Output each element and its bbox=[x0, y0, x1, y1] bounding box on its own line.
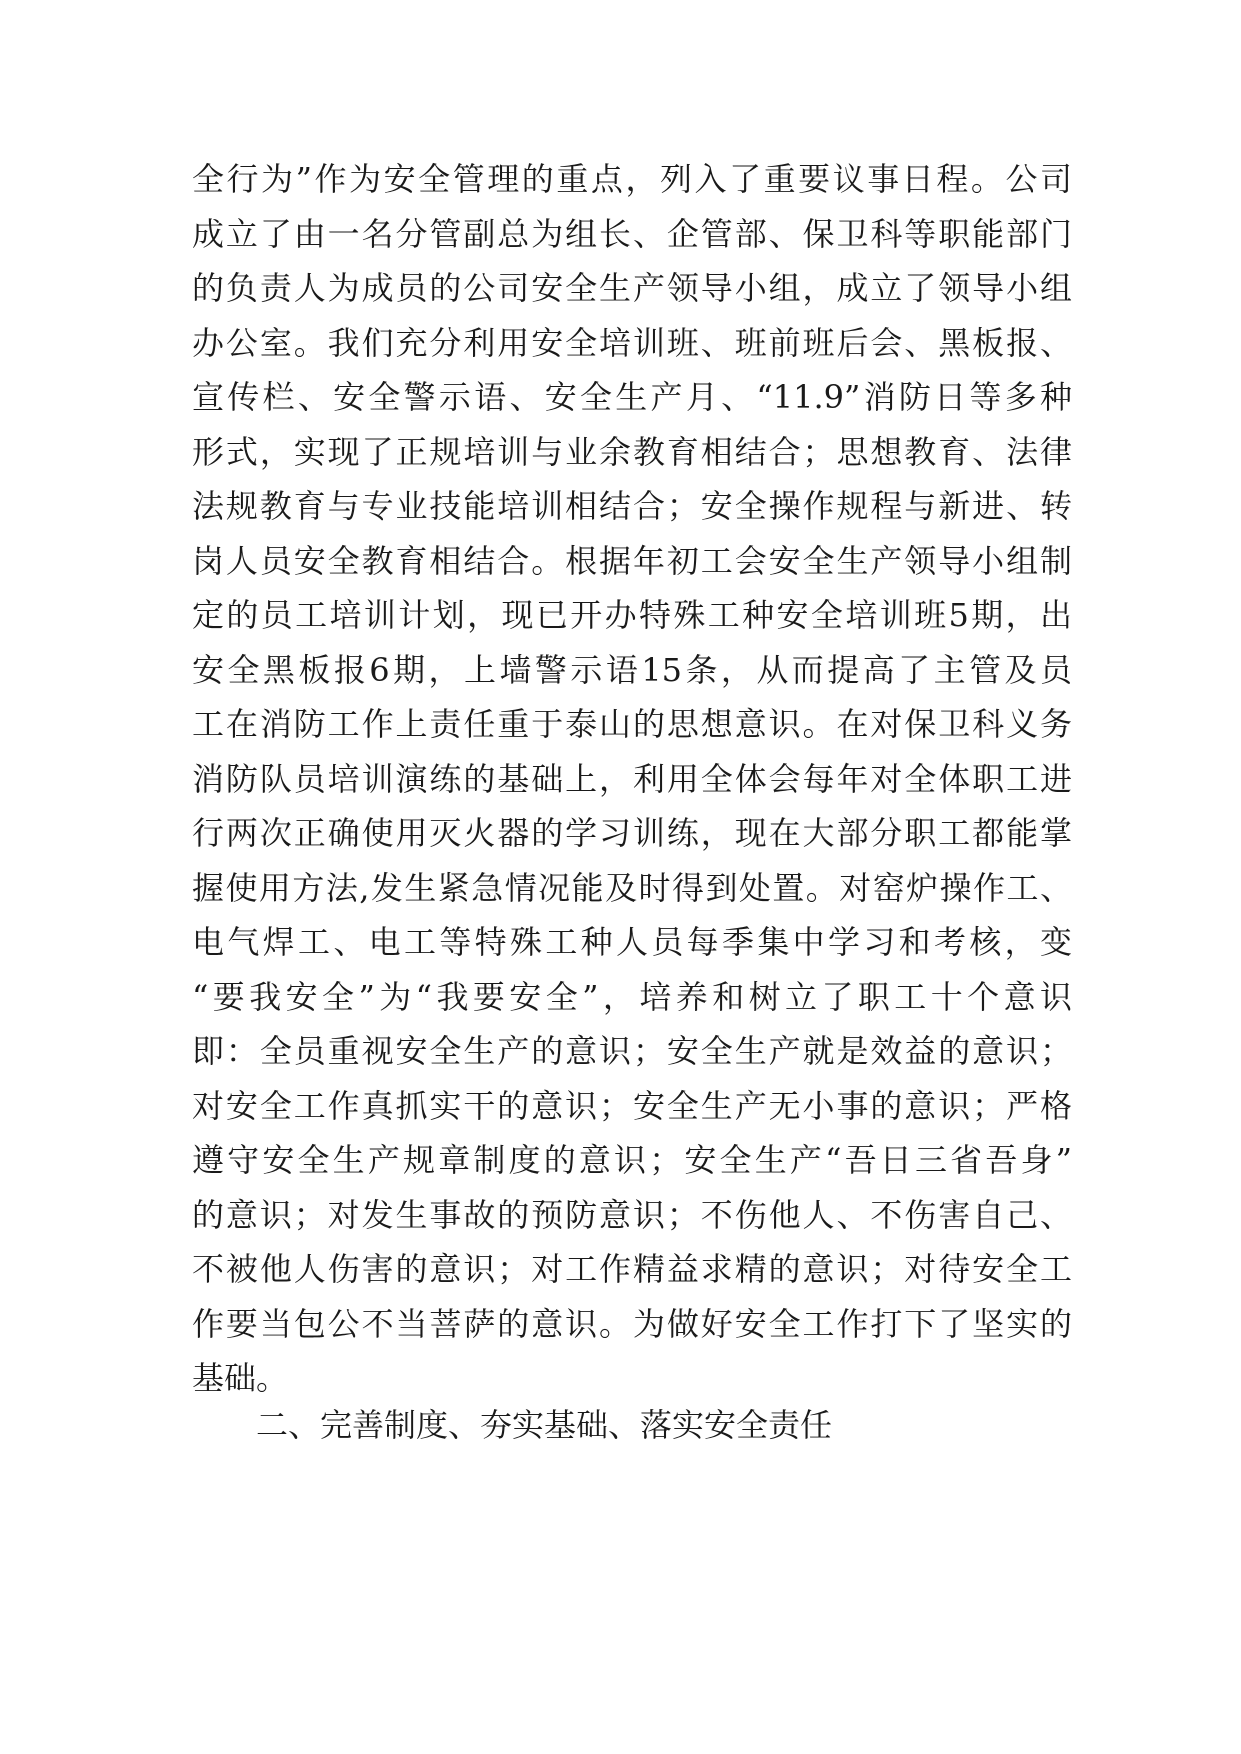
text-line: 的负责人为成员的公司安全生产领导小组，成立了领导小组 bbox=[192, 269, 1072, 307]
text-line: 行两次正确使用灭火器的学习训练，现在大部分职工都能掌 bbox=[192, 814, 1072, 852]
text-line: 即：全员重视安全生产的意识；安全生产就是效益的意识； bbox=[192, 1032, 1072, 1070]
text-line: 握使用方法,发生紧急情况能及时得到处置。对窑炉操作工、 bbox=[192, 868, 1072, 907]
text-line: 电气焊工、电工等特殊工种人员每季集中学习和考核，变 bbox=[192, 923, 1072, 961]
body-paragraph bbox=[192, 152, 1072, 1406]
text-line: 法规教育与专业技能培训相结合；安全操作规程与新进、转 bbox=[192, 487, 1072, 525]
text-line: 对安全工作真抓实干的意识；安全生产无小事的意识；严格 bbox=[192, 1086, 1072, 1125]
text-line: 成立了由一名分管副总为组长、企管部、保卫科等职能部门 bbox=[192, 214, 1072, 253]
text-line: 安全黑板报6期，上墙警示语15条，从而提高了主管及员 bbox=[192, 650, 1072, 689]
text-line: 遵守安全生产规章制度的意识；安全生产“吾日三省吾身” bbox=[192, 1141, 1072, 1179]
text-line: 的意识；对发生事故的预防意识；不伤他人、不伤害自己、 bbox=[192, 1195, 1072, 1234]
text-line: 消防队员培训演练的基础上，利用全体会每年对全体职工进 bbox=[192, 759, 1072, 798]
text-line: 宣传栏、安全警示语、安全生产月、“11.9”消防日等多种 bbox=[192, 378, 1072, 416]
text-line: 基础。 bbox=[192, 1359, 289, 1397]
text-line: 全行为”作为安全管理的重点，列入了重要议事日程。公司 bbox=[192, 160, 1072, 198]
text-line: 不被他人伤害的意识；对工作精益求精的意识；对待安全工 bbox=[192, 1250, 1072, 1288]
text-line: 岗人员安全教育相结合。根据年初工会安全生产领导小组制 bbox=[192, 541, 1072, 580]
section-heading: 二、完善制度、夯实基础、落实安全责任 bbox=[256, 1406, 833, 1444]
text-line: “要我安全”为“我要安全”，培养和树立了职工十个意识 bbox=[192, 977, 1072, 1016]
text-line: 定的员工培训计划，现已开办特殊工种安全培训班5期，出 bbox=[192, 596, 1072, 634]
text-line: 作要当包公不当菩萨的意识。为做好安全工作打下了坚实的 bbox=[192, 1304, 1072, 1343]
text-line: 办公室。我们充分利用安全培训班、班前班后会、黑板报、 bbox=[192, 323, 1072, 362]
text-line: 工在消防工作上责任重于泰山的思想意识。在对保卫科义务 bbox=[192, 705, 1072, 743]
text-line: 形式，实现了正规培训与业余教育相结合；思想教育、法律 bbox=[192, 432, 1072, 471]
